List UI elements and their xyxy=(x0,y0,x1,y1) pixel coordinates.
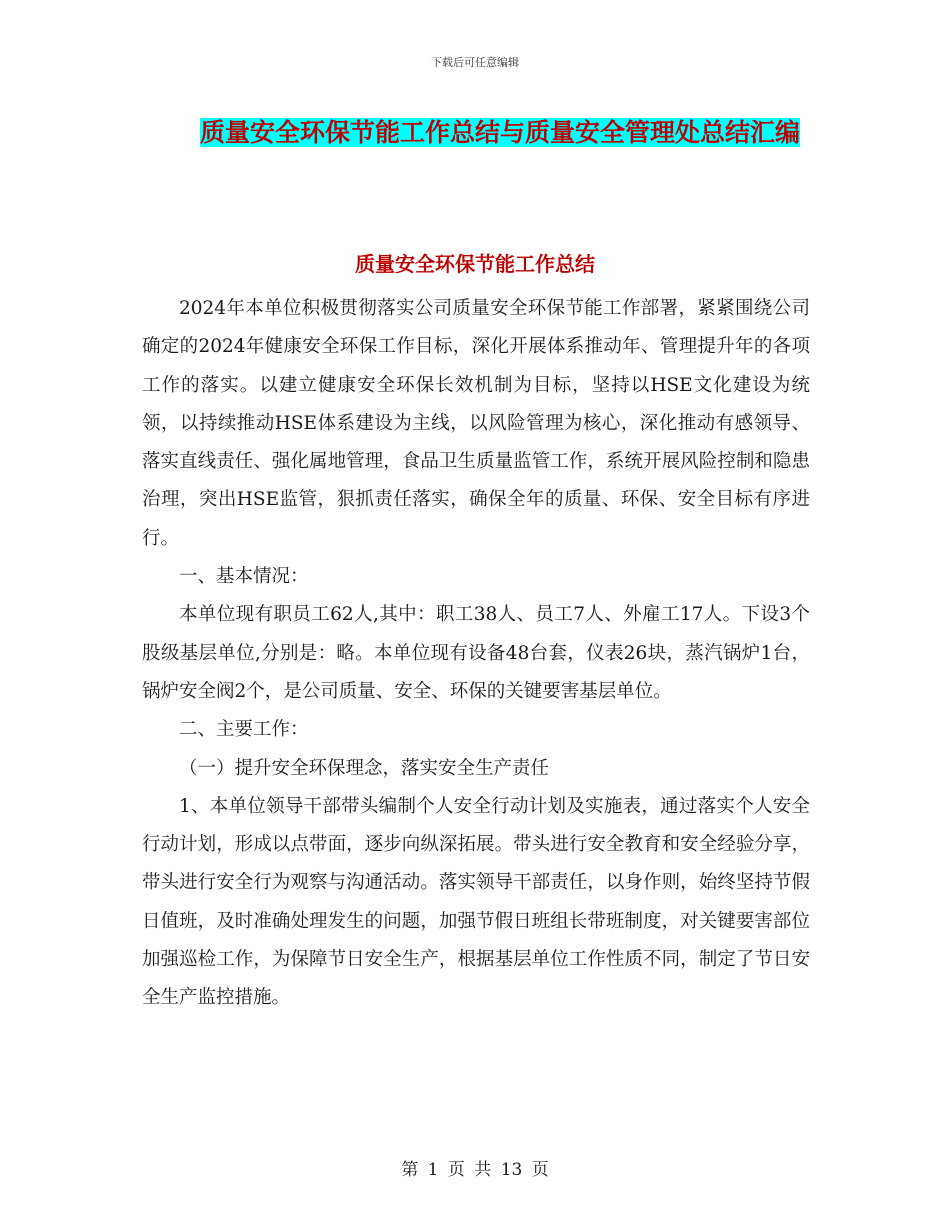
paragraph-item-1: 1、本单位领导干部带头编制个人安全行动计划及实施表，通过落实个人安全行动计划，形成以点带面，逐步向纵深拓展。带头进行安全教育和安全经验分享，带头进行安全行为观察与沟通活动。落实领导干部责任，以身作则，始终坚持节假日值班，及时准确处理发生的问题，加强节假日班组长带班制度，对关键要害部位加强巡检工作，为保障节日安全生产，根据基层单位工作性质不同，制定了节日安全生产监控措施。 xyxy=(142,795,810,1009)
heading-basic-situation: 一、基本情况： xyxy=(179,566,309,588)
title-text: 质量安全环保节能工作总结与质量安全管理处总结汇编 xyxy=(199,118,800,147)
header-note: 下载后可任意编辑 xyxy=(431,56,519,69)
paragraph-basic-situation: 本单位现有职员工62人,其中：职工38人、员工7人、外雇工17人。下设3个股级基层单位,分别是：略。本单位现有设备48台套，仪表26块，蒸汽锅炉1台，锅炉安全阀2个，是公司质量、安全、环保的关键要害基层单位。 xyxy=(142,604,810,702)
section-title: 质量安全环保节能工作总结 xyxy=(355,252,595,276)
subheading-safety-responsibility: （一）提升安全环保理念，落实安全生产责任 xyxy=(179,757,550,779)
paragraph-intro: 2024年本单位积极贯彻落实公司质量安全环保节能工作部署，紧紧围绕公司确定的2024年健康安全环保工作目标，深化开展体系推动年、管理提升年的各项工作的落实。以建立健康安全环保长效机制为目标，坚持以HSE文化建设为统领，以持续推动HSE体系建设为主线，以风险管理为核心，深化推动有感领导、落实直线责任、强化属地管理，食品卫生质量监管工作，系统开展风险控制和隐患治理，突出HSE监管，狠抓责任落实，确保全年的质量、环保、安全目标有序进行。 xyxy=(142,298,810,549)
heading-main-work: 二、主要工作： xyxy=(179,719,309,741)
document-title xyxy=(150,110,850,155)
page-footer: 第 1 页 共 13 页 xyxy=(401,1160,549,1180)
document-body xyxy=(142,290,810,1018)
